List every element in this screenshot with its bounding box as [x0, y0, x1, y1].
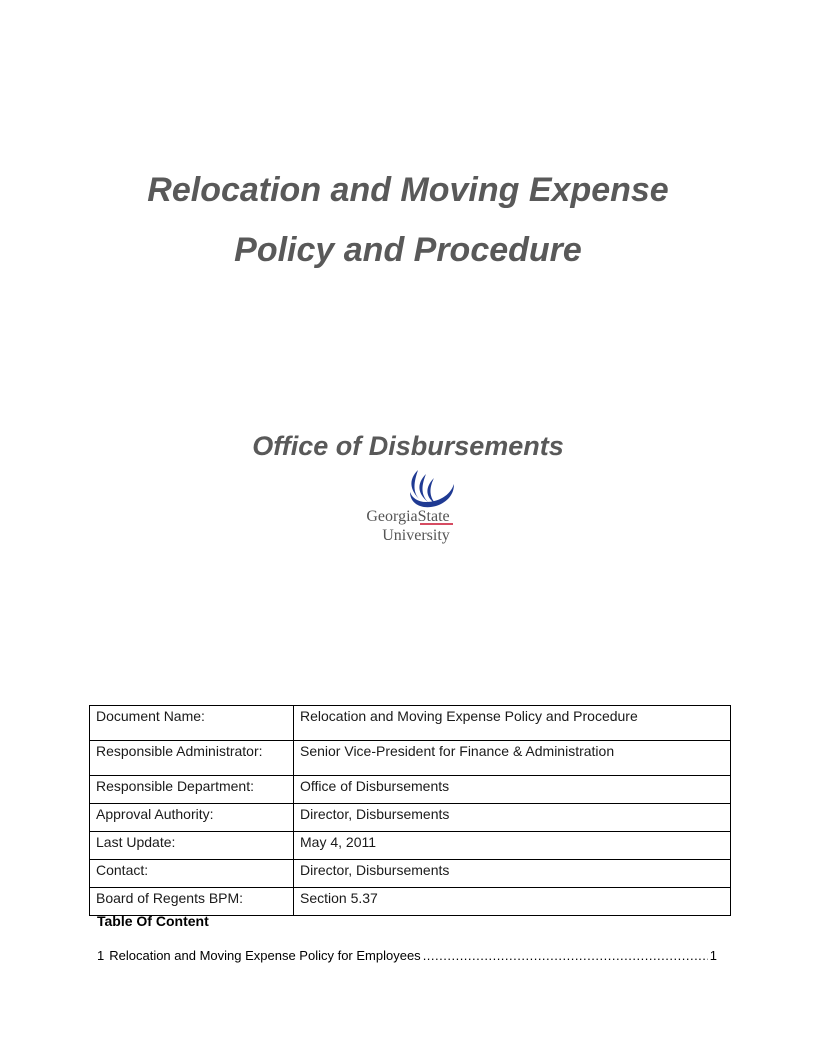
document-name-label: Document Name:	[90, 706, 294, 741]
document-info-table	[89, 705, 731, 916]
toc-dot-leader	[423, 947, 708, 965]
contact-label: Contact:	[90, 860, 294, 888]
board-of-regents-bpm-value: Section 5.37	[294, 888, 731, 916]
document-name-value: Relocation and Moving Expense Policy and Procedure	[294, 706, 731, 741]
responsible-administrator-value: Senior Vice-President for Finance & Administration	[294, 741, 731, 776]
toc-entry-title: Relocation and Moving Expense Policy for Employees	[109, 948, 421, 963]
table-row	[90, 776, 731, 804]
document-title-line-2: Policy and Procedure	[234, 231, 582, 269]
contact-value: Director, Disbursements	[294, 860, 731, 888]
flame-icon	[410, 470, 454, 507]
table-row	[90, 741, 731, 776]
responsible-administrator-label: Responsible Administrator:	[90, 741, 294, 776]
table-row	[90, 832, 731, 860]
table-row	[90, 706, 731, 741]
responsible-department-value: Office of Disbursements	[294, 776, 731, 804]
board-of-regents-bpm-label: Board of Regents BPM:	[90, 888, 294, 916]
logo-text-line-1: GeorgiaState	[366, 508, 450, 525]
approval-authority-label: Approval Authority:	[90, 804, 294, 832]
last-update-value: May 4, 2011	[294, 832, 731, 860]
toc-entry-number: 1	[97, 948, 105, 963]
last-update-label: Last Update:	[90, 832, 294, 860]
georgia-state-university-logo	[358, 466, 458, 548]
table-row	[90, 860, 731, 888]
responsible-department-label: Responsible Department:	[90, 776, 294, 804]
toc-entry[interactable]	[97, 947, 717, 965]
toc-entry-page: 1	[709, 948, 717, 963]
toc-heading: Table Of Content	[97, 913, 209, 929]
logo-text-line-2: University	[382, 527, 450, 544]
table-row	[90, 804, 731, 832]
document-title-line-1: Relocation and Moving Expense	[147, 171, 669, 209]
office-subtitle: Office of Disbursements	[252, 431, 564, 461]
approval-authority-value: Director, Disbursements	[294, 804, 731, 832]
